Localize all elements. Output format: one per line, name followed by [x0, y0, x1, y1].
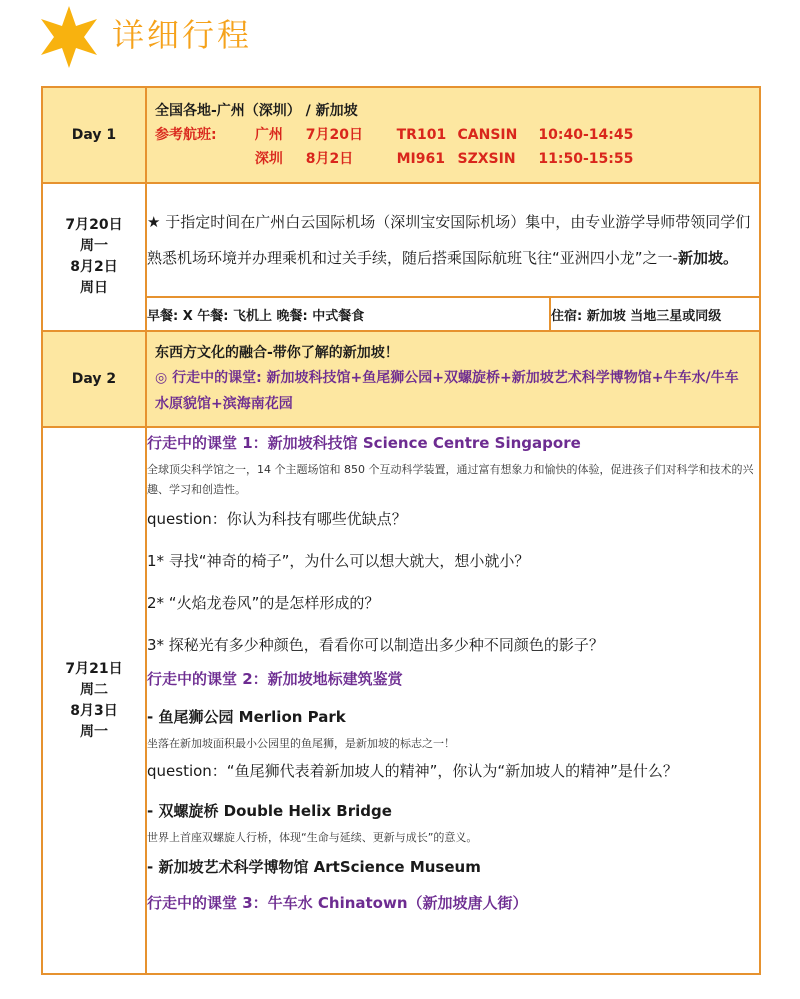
date-line: 周一	[80, 723, 108, 740]
date-line: 8月3日	[70, 702, 118, 719]
day1-label: Day 1	[42, 87, 146, 183]
section-title: 行走中的课堂 3：牛车水 Chinatown（新加坡唐人街）	[147, 894, 528, 912]
landmark-title: - 新加坡艺术科学博物馆 ArtScience Museum	[147, 858, 481, 876]
day1-header-row	[42, 87, 760, 183]
itinerary-table	[41, 86, 761, 975]
date-line: 周一	[80, 238, 108, 254]
day2-body-row	[42, 427, 760, 974]
day2-header-row	[42, 331, 760, 427]
landmark-description: 世界上首座双螺旋人行桥，体现“生命与延续、更新与成长”的意义。	[147, 831, 478, 844]
day1-dates	[42, 183, 146, 331]
landmark-title: - 双螺旋桥 Double Helix Bridge	[147, 802, 392, 820]
landmark-title: - 鱼尾狮公园 Merlion Park	[147, 708, 346, 726]
day2-content	[146, 427, 760, 974]
landmark-description: 坐落在新加坡面积最小公园里的鱼尾狮，是新加坡的标志之一！	[147, 737, 455, 750]
section-title: 行走中的课堂 1：新加坡科技馆 Science Centre Singapore	[147, 434, 581, 452]
flight-number: TR101	[396, 127, 447, 143]
question-item: 1* 寻找“神奇的椅子”，为什么可以想大就大，想小就小？	[147, 552, 530, 570]
date-line: 周日	[80, 280, 108, 296]
intro-highlight: 新加坡。	[677, 249, 738, 267]
section-description: 全球顶尖科学馆之一，14 个主题场馆和 850 个互动科学装置，通过富有想象力和愉快的体验，促进孩子们对科学和技术的兴趣、学习和创造性。	[147, 463, 754, 496]
day1-intro	[146, 183, 760, 297]
stay-info: 住宿: 新加坡 当地三星或同级	[550, 297, 760, 331]
intro-text: ★ 于指定时间在广州白云国际机场（深圳宝安国际机场）集中，由专业游学导师带领同学们熟悉机场环境并办理乘机和过关手续，随后搭乘国际航班飞往“亚洲四小龙”之一-	[147, 213, 751, 267]
flight-code: SZXSIN	[457, 151, 516, 167]
day2-classroom: ◎ 行走中的课堂: 新加坡科技馆+鱼尾狮公园+双螺旋桥+新加坡艺术科学博物馆+牛车水/牛车水原貌馆+滨海南花园	[155, 370, 739, 412]
flight-city: 广州	[254, 127, 283, 143]
flight-date: 8月2日	[305, 151, 354, 167]
flight-row-1	[155, 123, 751, 147]
day2-theme: 东西方文化的融合-带你了解的新加坡！	[155, 345, 399, 361]
day1-header-content	[146, 87, 760, 183]
flight-time: 10:40-14:45	[538, 127, 634, 143]
flight-row-2	[155, 147, 751, 171]
date-line: 周二	[80, 681, 108, 698]
date-line: 8月2日	[70, 259, 118, 275]
flight-city: 深圳	[254, 151, 283, 167]
question-text: question：你认为科技有哪些优缺点？	[147, 510, 407, 528]
page-header	[0, 0, 800, 78]
question-item: 2* “火焰龙卷风”的是怎样形成的？	[147, 594, 380, 612]
star-icon	[36, 4, 102, 70]
date-line: 7月20日	[65, 217, 123, 233]
page-title: 详细行程	[112, 16, 253, 54]
meals-info: 早餐: X 午餐: 飞机上 晚餐: 中式餐食	[146, 297, 550, 331]
flights-label: 参考航班:	[155, 127, 217, 143]
day2-dates	[42, 427, 146, 974]
question-text: question：“鱼尾狮代表着新加坡人的精神”，你认为“新加坡人的精神”是什么？	[147, 762, 678, 780]
day1-route: 全国各地-广州（深圳） / 新加坡	[155, 103, 358, 119]
question-item: 3* 探秘光有多少种颜色，看看你可以制造出多少种不同颜色的影子？	[147, 636, 604, 654]
section-title: 行走中的课堂 2：新加坡地标建筑鉴赏	[147, 670, 403, 688]
day2-label: Day 2	[42, 331, 146, 427]
flight-code: CANSIN	[457, 127, 518, 143]
flight-time: 11:50-15:55	[538, 151, 634, 167]
flight-date: 7月20日	[305, 127, 363, 143]
date-line: 7月21日	[65, 660, 123, 677]
day2-header-content	[146, 331, 760, 427]
day1-body-row	[42, 183, 760, 297]
flight-number: MI961	[396, 151, 445, 167]
day1-meals-row	[42, 297, 760, 331]
